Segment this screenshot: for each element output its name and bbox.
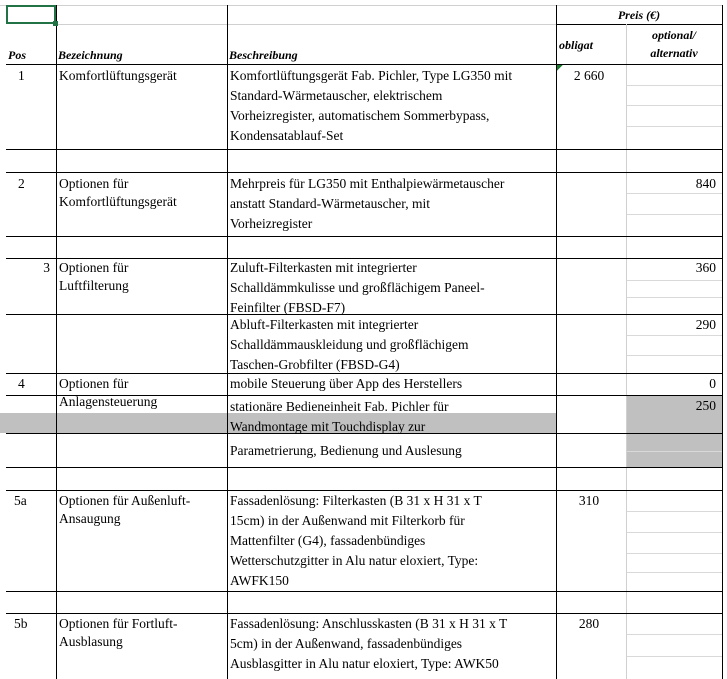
row-6-name-line-1: Ansaugung <box>59 511 121 526</box>
row-6-desc-line-0: Fassadenlösung: Filterkasten (B 31 x H 31 x T <box>230 493 482 508</box>
grid-line-0 <box>627 85 722 86</box>
row-0-desc-line-1: Standard-Wärmetauscher, elektrischem <box>230 88 443 103</box>
row-3-desc-line-1: Schalldämmauskleidung und großflächigem <box>230 337 469 352</box>
grid-line-14 <box>627 634 722 635</box>
grid-line-10 <box>627 511 722 512</box>
row-2-optional: 360 <box>695 260 716 275</box>
row-7-desc-line-0: Fassadenlösung: Anschlusskasten (B 31 x H 31 x T <box>230 616 508 631</box>
row-separator-1 <box>6 149 722 150</box>
row-6-name-line-0: Optionen für Außenluft- <box>59 493 191 508</box>
grid-line-9 <box>627 451 722 452</box>
row-6-desc-line-3: Wetterschutzgitter in Alu natur eloxiert, Type: <box>230 553 479 568</box>
row-separator-2 <box>6 172 722 173</box>
optional-header-1: optional/ <box>651 28 696 42</box>
grid-line-11 <box>627 532 722 533</box>
grid-line-4 <box>627 214 722 215</box>
column-border-right <box>722 5 723 679</box>
row-0-pos: 1 <box>18 68 25 83</box>
row-0-name-line-0: Komfortlüftungsgerät <box>59 68 177 83</box>
grid-line-2 <box>627 126 722 127</box>
name-header: Bezeichnung <box>58 48 123 62</box>
column-border-name <box>56 5 57 679</box>
row-separator-9 <box>6 467 722 468</box>
mandatory-header: obligat <box>559 38 594 52</box>
row-2-name-line-0: Optionen für <box>59 260 129 275</box>
header-mid-gridline <box>56 24 556 25</box>
optional-header-2: alternativ <box>650 46 698 60</box>
column-border-desc <box>227 5 228 679</box>
row-1-desc-line-2: Vorheizregister <box>230 216 313 231</box>
row-0-desc-line-0: Komfortlüftungsgerät Fab. Pichler, Type LG350 mit <box>230 68 513 83</box>
grid-line-1 <box>627 105 722 106</box>
grid-line-7 <box>627 335 722 336</box>
row-separator-3 <box>6 236 722 237</box>
column-border-optional <box>626 24 627 679</box>
desc-header: Beschreibung <box>229 48 298 62</box>
pos-header: Pos <box>8 48 26 62</box>
grid-line-5 <box>627 280 722 281</box>
row-2-desc-line-2: Feinfilter (FBSD-F7) <box>230 300 346 315</box>
row-2-desc-line-0: Zuluft-Filterkasten mit integrierter <box>230 260 417 275</box>
row-2-desc-line-1: Schalldämmkulisse und großflächigem Paneel- <box>230 280 485 295</box>
price-header: Preis (€) <box>617 8 661 22</box>
row-5-desc-line-1: Wandmontage mit Touchdisplay zur <box>230 419 426 434</box>
fill-handle[interactable] <box>53 21 58 26</box>
grid-line-15 <box>627 656 722 657</box>
row-2-name-line-1: Luftfilterung <box>59 278 129 293</box>
row-1-pos: 2 <box>18 176 25 191</box>
row-1-name-line-0: Optionen für <box>59 176 129 191</box>
row-1-desc-line-0: Mehrpreis für LG350 mit Enthalpiewärmetauscher <box>230 176 505 191</box>
row-5-desc-line-0: stationäre Bedieneinheit Fab. Pichler für <box>230 399 449 414</box>
row-5-optional: 250 <box>695 398 716 413</box>
row-7-pos: 5b <box>14 616 28 631</box>
row-4-pos: 4 <box>18 376 25 391</box>
row-1-name-line-1: Komfortlüftungsgerät <box>59 194 177 209</box>
row-6-desc-line-1: 15cm) in der Außenwand mit Filterkorb für <box>230 513 465 528</box>
row-4-name-line-0: Optionen für <box>59 376 129 391</box>
row-6-desc-line-4: AWFK150 <box>230 573 289 588</box>
row-3-desc-line-0: Abluft-Filterkasten mit integrierter <box>230 317 419 332</box>
selected-cell[interactable] <box>6 5 56 24</box>
row-4-name-line-1: Anlagensteuerung <box>59 394 158 409</box>
row-7-name-line-1: Ausblasung <box>59 634 123 649</box>
row-1-desc-line-1: anstatt Standard-Wärmetauscher, mit <box>230 196 431 211</box>
grid-line-6 <box>627 297 722 298</box>
row-4-optional: 0 <box>709 376 716 391</box>
row-7-desc-line-1: 5cm) in der Außenwand, fassadenbündiges <box>230 636 463 651</box>
row-6-mandatory: 310 <box>578 493 600 508</box>
row-3-optional: 290 <box>695 317 716 332</box>
row-0-desc-line-3: Kondensatablauf-Set <box>230 128 344 143</box>
row-7-name-line-0: Optionen für Fortluft- <box>59 616 178 631</box>
row-7-desc-line-2: Ausblasgitter in Alu natur eloxiert, Type: AWK50 <box>230 656 499 671</box>
row-separator-11 <box>6 591 722 592</box>
row-0-desc-line-2: Vorheizregister, automatischem Sommerbypass, <box>230 108 490 123</box>
column-border-mandatory <box>556 5 557 679</box>
row-7-mandatory: 280 <box>578 616 600 631</box>
row-6-pos: 5a <box>14 493 27 508</box>
grid-line-12 <box>627 553 722 554</box>
row-6-desc-line-2: Mattenfilter (G4), fassadenbündiges <box>230 533 426 548</box>
grid-line-8 <box>627 355 722 356</box>
row-4-desc-line-0: mobile Steuerung über App des Herstellers <box>230 376 463 391</box>
row-3-desc-line-2: Taschen-Grobfilter (FBSD-G4) <box>230 357 400 372</box>
row-1-optional: 840 <box>695 176 716 191</box>
row-0-mandatory: 2 660 <box>573 68 605 83</box>
row-5-desc-line-2: Parametrierung, Bedienung und Auslesung <box>230 443 462 458</box>
grid-line-13 <box>627 572 722 573</box>
row-2-pos: 3 <box>43 260 50 275</box>
grid-line-3 <box>627 193 722 194</box>
